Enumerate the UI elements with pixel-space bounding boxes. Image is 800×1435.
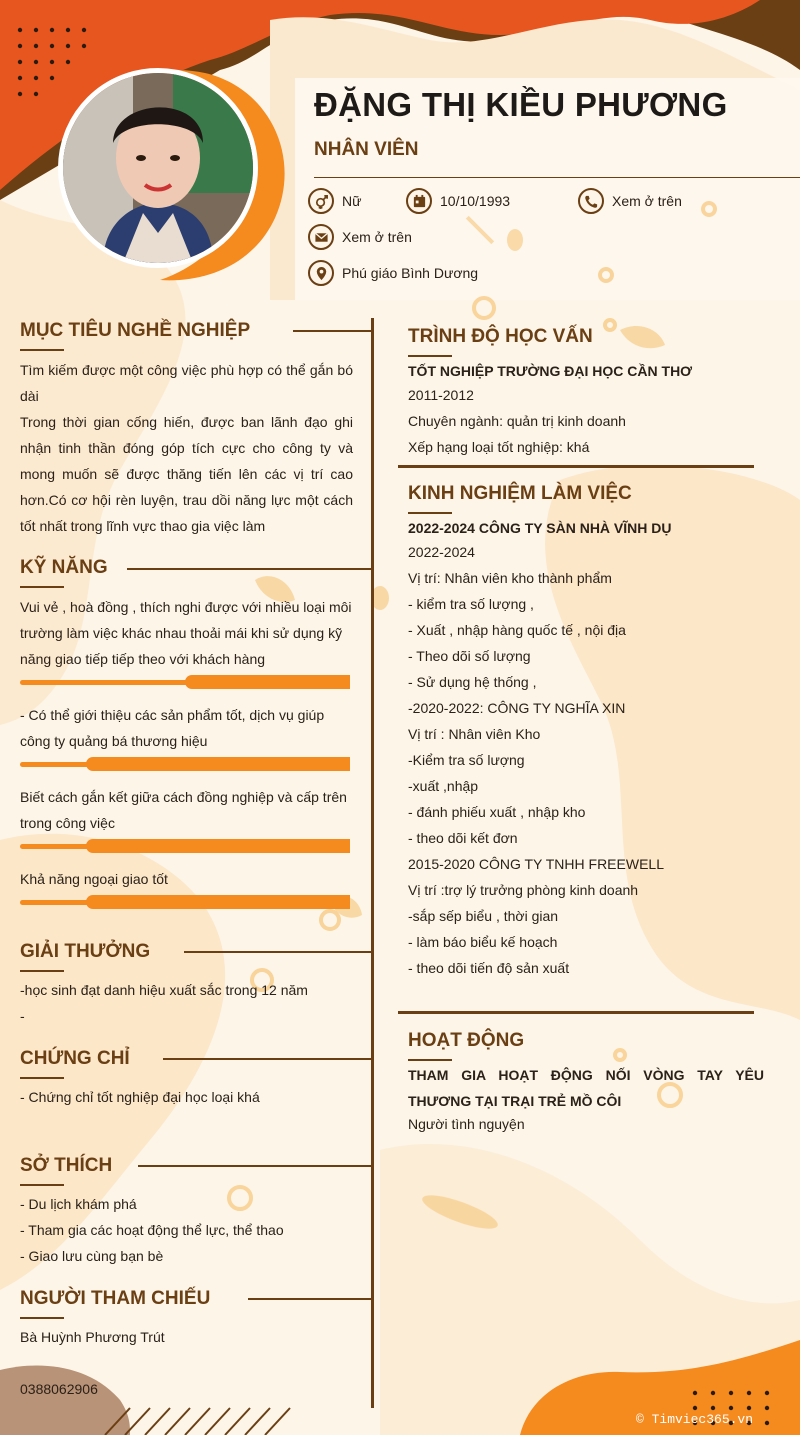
objective-underline xyxy=(20,349,64,351)
certificates-heading: CHỨNG CHỈ xyxy=(20,1048,130,1069)
activities-heading: HOẠT ĐỘNG xyxy=(408,1030,525,1051)
skill-bar-fill xyxy=(185,675,350,689)
education-heading: TRÌNH ĐỘ HỌC VẤN xyxy=(408,326,593,347)
address-info xyxy=(308,260,478,286)
hobbies-line-2: - Tham gia các hoạt động thể lực, thể thao xyxy=(20,1222,284,1238)
skills-heading: KỸ NĂNG xyxy=(20,557,108,578)
copyright: © Timviec365.vn xyxy=(636,1412,754,1427)
reference-name: Bà Huỳnh Phương Trút xyxy=(20,1329,165,1345)
references-underline xyxy=(20,1317,64,1319)
skill-text-1: Vui vẻ , hoà đồng , thích nghi được với nhiều loại môi trường làm việc khác nhau thoải mái khi sử dụng kỹ năng giao tiếp tiếp theo với khách hàng xyxy=(20,599,352,667)
hobbies-underline xyxy=(20,1184,64,1186)
experience-line: Vị trí: Nhân viên kho thành phẩm xyxy=(408,570,612,586)
phone-info xyxy=(578,188,682,214)
education-line-1: 2011-2012 xyxy=(408,387,474,403)
avatar-photo xyxy=(63,73,253,263)
hobbies-heading: SỞ THÍCH xyxy=(20,1155,113,1176)
calendar-icon xyxy=(406,188,432,214)
experience-underline xyxy=(408,512,452,514)
education-school: TỐT NGHIỆP TRƯỜNG ĐẠI HỌC CẦN THƠ xyxy=(408,363,693,379)
job-title: NHÂN VIÊN xyxy=(314,139,419,160)
experience-line: 2022-2024 xyxy=(408,544,475,560)
objective-line-1: Tìm kiếm được một công việc phù hợp có thể gắn bó dài xyxy=(20,362,353,404)
dob-value: 10/10/1993 xyxy=(440,193,511,209)
email-info xyxy=(308,224,412,250)
experience-list xyxy=(408,539,768,981)
education-line-3: Xếp hạng loại tốt nghiệp: khá xyxy=(408,439,590,455)
skills-line xyxy=(127,568,371,570)
skill-bar-fill xyxy=(86,757,350,771)
location-icon xyxy=(308,260,334,286)
gender-info xyxy=(308,188,361,214)
skill-bar-fill xyxy=(86,839,350,853)
awards-line xyxy=(184,951,371,953)
experience-heading: KINH NGHIỆM LÀM VIỆC xyxy=(408,483,632,504)
skill-bar-3 xyxy=(20,839,350,853)
experience-line: -xuất ,nhập xyxy=(408,778,479,794)
objective-line xyxy=(293,330,371,332)
experience-line: -2020-2022: CÔNG TY NGHĨA XIN xyxy=(408,700,626,716)
references-heading: NGƯỜI THAM CHIẾU xyxy=(20,1288,211,1309)
experience-separator xyxy=(398,1011,754,1014)
objective-heading: MỤC TIÊU NGHỀ NGHIỆP xyxy=(20,320,251,341)
education-underline xyxy=(408,355,452,357)
awards-heading: GIẢI THƯỞNG xyxy=(20,941,151,962)
experience-line: 2015-2020 CÔNG TY TNHH FREEWELL xyxy=(408,856,664,872)
education-line-2: Chuyên ngành: quản trị kinh doanh xyxy=(408,413,626,429)
activities-underline xyxy=(408,1059,452,1061)
experience-company: 2022-2024 CÔNG TY SÀN NHÀ VĨNH DỤ xyxy=(408,520,672,536)
education-separator xyxy=(398,465,754,468)
skill-bar-2 xyxy=(20,757,350,771)
phone-value: Xem ở trên xyxy=(612,193,682,209)
experience-line: - theo dõi kết đơn xyxy=(408,830,518,846)
hobbies-line-3: - Giao lưu cùng bạn bè xyxy=(20,1248,164,1264)
gender-icon xyxy=(308,188,334,214)
skill-text-3: Biết cách gắn kết giữa cách đồng nghiệp và cấp trên trong công việc xyxy=(20,789,347,831)
awards-underline xyxy=(20,970,64,972)
skill-bar-fill xyxy=(86,895,350,909)
hobbies-line-1: - Du lịch khám phá xyxy=(20,1196,137,1212)
skill-text-4: Khả năng ngoại giao tốt xyxy=(20,871,168,887)
experience-line: - Xuất , nhập hàng quốc tế , nội địa xyxy=(408,622,626,638)
gender-value: Nữ xyxy=(342,193,362,209)
avatar xyxy=(58,68,258,268)
candidate-name: ĐẶNG THỊ KIỀU PHƯƠNG xyxy=(314,86,728,123)
certificates-underline xyxy=(20,1077,64,1079)
experience-line: -Kiểm tra số lượng xyxy=(408,752,525,768)
reference-phone: 0388062906 xyxy=(20,1381,98,1397)
references-line xyxy=(248,1298,371,1300)
activity-role: Người tình nguyện xyxy=(408,1116,525,1132)
awards-line-2: - xyxy=(20,1008,25,1024)
certificates-line-1: - Chứng chỉ tốt nghiệp đại học loại khá xyxy=(20,1089,260,1105)
experience-line: - Theo dõi số lượng xyxy=(408,648,531,664)
column-divider xyxy=(371,318,374,1408)
experience-line: - kiểm tra số lượng , xyxy=(408,596,534,612)
skill-text-2: - Có thể giới thiệu các sản phẩm tốt, dịch vụ giúp công ty quảng bá thương hiệu xyxy=(20,707,325,749)
experience-line: - Sử dụng hệ thống , xyxy=(408,674,537,690)
experience-line: Vị trí : Nhân viên Kho xyxy=(408,726,541,742)
certificates-line xyxy=(163,1058,371,1060)
objective-line-2: Trong thời gian cống hiến, được ban lãnh đạo ghi nhận tinh thần đóng góp tích cực cho công ty và mong muốn sẽ được thăng tiến lên các vị trí cao hơn.Có cơ hội rèn luyện, trau dồi năng lực một cách tốt nhất trong lĩnh vực thao gia việc làm xyxy=(20,414,353,534)
skill-bar-1 xyxy=(20,675,350,689)
address-value: Phú giáo Bình Dương xyxy=(342,265,479,281)
dob-info xyxy=(406,188,510,214)
activity-title: THAM GIA HOẠT ĐỘNG NỐI VÒNG TAY YÊU THƯƠNG TẠI TRẠI TRẺ MỒ CÔI xyxy=(408,1067,764,1109)
experience-line: - đánh phiếu xuất , nhập kho xyxy=(408,804,586,820)
phone-icon xyxy=(578,188,604,214)
experience-line: - theo dõi tiến độ sản xuất xyxy=(408,960,570,976)
header-divider xyxy=(314,177,800,178)
experience-line: - làm báo biểu kế hoạch xyxy=(408,934,558,950)
email-value: Xem ở trên xyxy=(342,229,412,245)
hobbies-line xyxy=(138,1165,371,1167)
experience-line: Vị trí :trợ lý trưởng phòng kinh doanh xyxy=(408,882,639,898)
experience-line: -sắp sếp biểu , thời gian xyxy=(408,908,559,924)
skills-underline xyxy=(20,586,64,588)
email-icon xyxy=(308,224,334,250)
skill-bar-4 xyxy=(20,895,350,909)
awards-line-1: -học sinh đạt danh hiệu xuất sắc trong 12 năm xyxy=(20,982,308,998)
